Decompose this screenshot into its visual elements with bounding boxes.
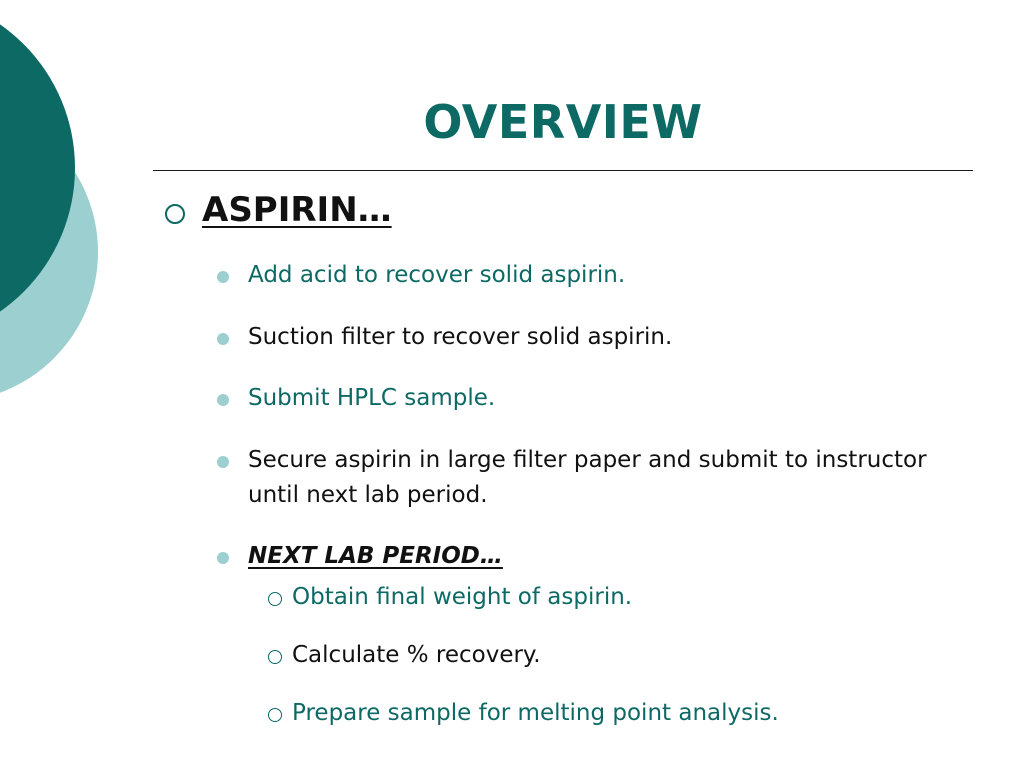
dot-bullet-icon [217,271,229,283]
sub-bullet-text: Calculate % recovery. [292,642,541,668]
dot-bullet-icon [217,456,229,468]
bullet-text-line-1: Secure aspirin in large filter paper and submit to instructor [248,447,927,473]
bullet-text-line-2: until next lab period. [248,482,488,508]
ring-bullet-icon [165,204,185,224]
bullet-text: Submit HPLC sample. [248,385,496,411]
sub-bullet-text: Obtain final weight of aspirin. [292,584,633,610]
ring-bullet-icon [268,592,282,606]
bullet-text [248,443,927,513]
bullet-text: Suction filter to recover solid aspirin. [248,324,673,350]
sub-bullet-text: Prepare sample for melting point analysis. [292,700,779,726]
section-heading-text: ASPIRIN… [202,190,392,230]
dot-bullet-icon [217,552,229,564]
ring-bullet-icon [268,708,282,722]
bullet-text: Add acid to recover solid aspirin. [248,262,626,288]
title-divider [153,170,973,171]
dot-bullet-icon [217,394,229,406]
ring-bullet-icon [268,650,282,664]
dot-bullet-icon [217,333,229,345]
slide-title: OVERVIEW [423,95,703,149]
bullet-text-emphasized: NEXT LAB PERIOD… [248,543,503,569]
